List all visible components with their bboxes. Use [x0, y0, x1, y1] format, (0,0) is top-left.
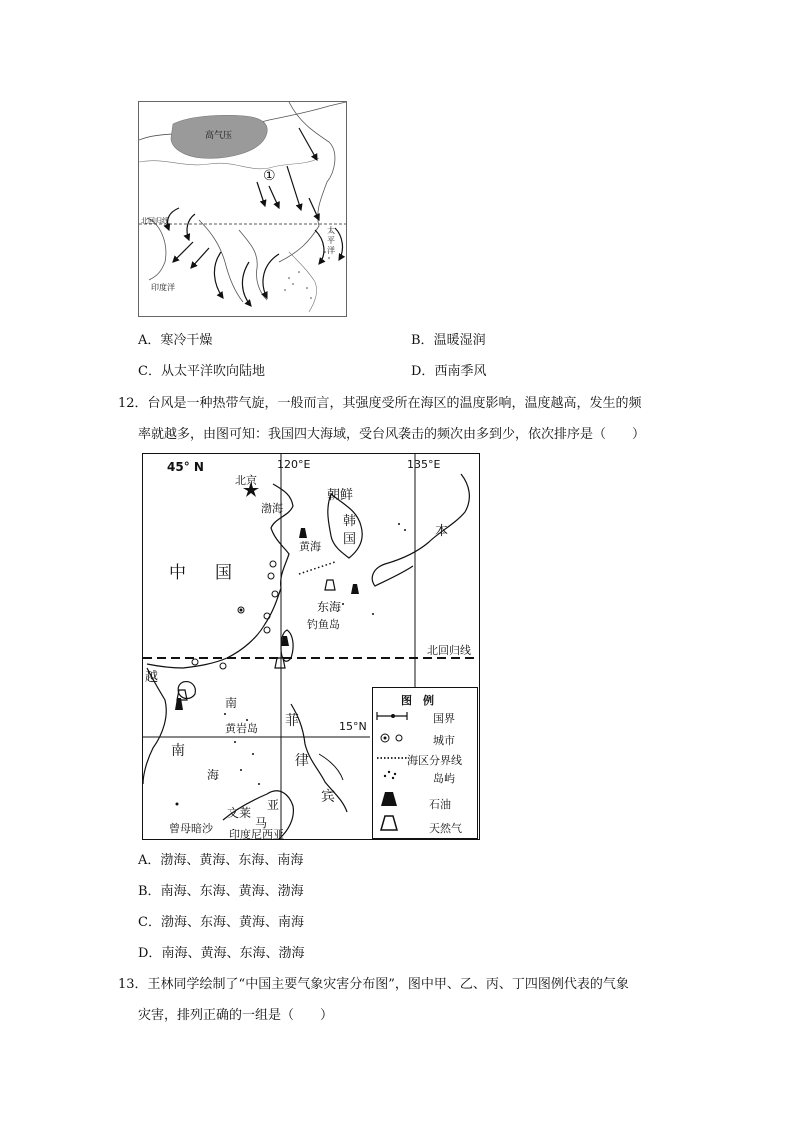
q12-option-c[interactable]: [138, 915, 304, 931]
option-text: 渤海、东海、黄海、南海: [160, 915, 304, 930]
wenlai-label: 文莱: [227, 806, 252, 820]
option-key: C．: [138, 364, 161, 379]
option-text: 南海、东海、黄海、渤海: [160, 884, 304, 899]
marker-1: ①: [263, 168, 276, 184]
question-text: 率就越多，由图可知：我国四大海域，受台风袭击的频次由多到少，依次排序是（ ）: [138, 427, 646, 442]
hanguo-label-2: 国: [343, 532, 357, 547]
high-pressure-label: 高气压: [205, 131, 233, 141]
lat-45-label: 45° N: [167, 460, 204, 474]
indian-ocean-label: 印度洋: [151, 283, 175, 292]
philippines-fei-label: 菲: [285, 713, 299, 729]
option-key: A．: [138, 853, 161, 868]
option-key: B．: [411, 333, 434, 348]
legend-sea-boundary: 海区分界线: [407, 754, 462, 767]
lon-135-label: 135°E: [407, 458, 441, 471]
legend-border: 国界: [433, 712, 455, 725]
option-text: 西南季风: [434, 364, 487, 379]
huangyandao-label: 黄岩岛: [225, 722, 258, 735]
option-text: 渤海、黄海、东海、南海: [160, 853, 304, 868]
q12-option-a[interactable]: [138, 853, 303, 869]
q11-option-c[interactable]: [138, 364, 265, 380]
question-text: 王林同学绘制了“中国主要气象灾害分布图”，图中甲、乙、丙、丁四图例代表的气象: [147, 977, 629, 992]
diaoyudao-label: 钓鱼岛: [307, 618, 340, 631]
question-text: 台风是一种热带气旋，一般而言，其强度受所在海区的温度影响，温度越高，发生的频: [147, 396, 642, 411]
question-number: 12．: [118, 396, 148, 411]
legend-title: 图 例: [401, 694, 434, 707]
q13-question-line1: [118, 977, 629, 993]
option-key: D．: [411, 364, 435, 379]
legend-gas: 天然气: [429, 822, 462, 835]
question-number: 13．: [118, 977, 148, 992]
nanhai-hai-label: 海: [207, 768, 220, 782]
china-label-guo: 国: [215, 563, 232, 583]
zengmu-label: 曾母暗沙: [169, 822, 213, 835]
lon-120-label: 120°E: [277, 458, 311, 471]
option-text: 寒冷干燥: [160, 333, 213, 348]
philippines-lv-label: 律: [295, 753, 309, 769]
q12-option-b[interactable]: [138, 884, 304, 900]
tropic-label: 北回归线: [427, 644, 471, 657]
malaysia-ya-label: 亚: [267, 798, 280, 812]
option-key: B．: [138, 884, 161, 899]
q12-option-d[interactable]: [138, 946, 304, 962]
huanghai-label: 黄海: [299, 540, 321, 553]
q13-question-line2: [138, 1008, 333, 1024]
yue-label: 越: [145, 670, 159, 685]
china-label-zhong: 中: [169, 563, 186, 583]
monsoon-map: [138, 101, 347, 317]
pacific-label: 太平洋: [327, 226, 335, 255]
malaysia-ma-label: 马: [255, 816, 268, 830]
sea-region-map: [142, 453, 480, 840]
nanhai-nan-label: 南: [225, 696, 238, 710]
option-text: 温暖湿润: [433, 333, 486, 348]
donghai-label: 东海: [317, 600, 342, 614]
q11-option-b[interactable]: [411, 333, 486, 349]
q11-option-d[interactable]: [411, 364, 486, 380]
option-text: 南海、黄海、东海、渤海: [161, 946, 305, 961]
q12-question-line2: [138, 427, 645, 443]
question-text: 灾害，排列正确的一组是（ ）: [138, 1008, 334, 1023]
riben-label: 本: [435, 524, 449, 539]
philippines-bin-label: 宾: [321, 789, 335, 805]
option-key: D．: [138, 946, 162, 961]
legend-oil: 石油: [429, 798, 451, 811]
legend-islands: 岛屿: [433, 772, 455, 785]
vietnam-nan-label: 南: [171, 743, 185, 759]
legend-symbols: [375, 708, 411, 834]
option-key: C．: [138, 915, 161, 930]
legend-city: 城市: [433, 734, 455, 747]
hanguo-label-1: 韩: [343, 514, 357, 529]
lat-15-label: 15°N: [339, 720, 367, 733]
chaoxian-label: 朝鲜: [327, 488, 354, 503]
beijing-label: 北京: [235, 474, 257, 487]
option-key: A．: [138, 333, 161, 348]
map-legend: [372, 687, 478, 839]
q11-option-a[interactable]: [138, 333, 212, 349]
q12-question-line1: [118, 396, 642, 412]
indonesia-label: 印度尼西亚: [229, 828, 284, 840]
option-text: 从太平洋吹向陆地: [160, 364, 265, 379]
bohai-label: 渤海: [261, 502, 283, 515]
tropic-label: 北回归线: [141, 217, 169, 225]
